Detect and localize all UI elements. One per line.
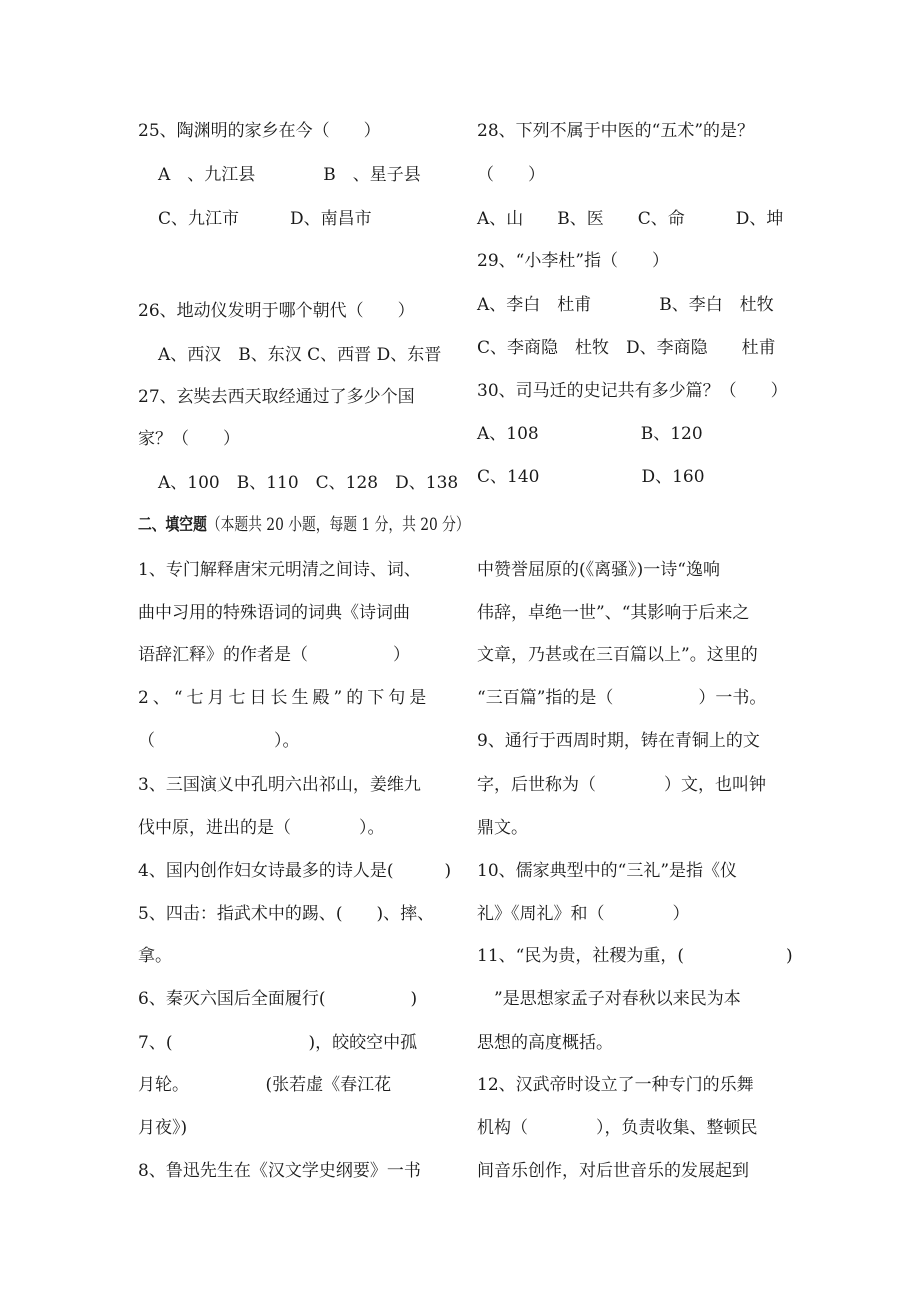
fill-left-line: 语辞汇释》的作者是（ ） bbox=[138, 645, 410, 665]
section-heading bbox=[138, 514, 470, 536]
question-27-stem-line1: 27、玄奘去西天取经通过了多少个国 bbox=[138, 387, 415, 407]
fill-left-line: 4、国内创作妇女诗最多的诗人是( ) bbox=[138, 861, 452, 881]
section-title: 二、填空题 bbox=[138, 515, 207, 535]
fill-right-line: 伟辞，卓绝一世”、“其影响于后来之 bbox=[477, 603, 750, 623]
fill-right-line: 机构（ ），负责收集、整顿民 bbox=[477, 1118, 758, 1138]
question-28-blank: （ ） bbox=[477, 165, 545, 185]
question-25-options-ab: A 、九江县 B 、星子县 bbox=[158, 165, 421, 185]
question-29-options-cd: C、李商隐 杜牧 D、李商隐 杜甫 bbox=[477, 338, 776, 358]
question-28-stem: 28、下列不属于中医的“五术”的是？ bbox=[477, 121, 755, 141]
fill-right-line: 文章，乃甚或在三百篇以上”。这里的 bbox=[477, 645, 758, 665]
fill-right-line: 12、汉武帝时设立了一种专门的乐舞 bbox=[477, 1075, 754, 1095]
question-25-stem: 25、陶渊明的家乡在今（ ） bbox=[138, 121, 381, 141]
fill-left-line: 5、四击：指武术中的踢、( )、摔、 bbox=[138, 904, 435, 924]
fill-left-line: 月夜》) bbox=[138, 1118, 188, 1138]
fill-left-line: 3、三国演义中孔明六出祁山，姜维九 bbox=[138, 775, 421, 795]
question-26-options: A、西汉 B、东汉 C、西晋 D、东晋 bbox=[158, 345, 442, 365]
fill-right-line: 9、通行于西周时期，铸在青铜上的文 bbox=[477, 731, 760, 751]
question-26-stem: 26、地动仪发明于哪个朝代（ ） bbox=[138, 301, 415, 321]
fill-right-line: 中赞誉屈原的(《离骚》)一诗“逸响 bbox=[477, 560, 720, 580]
fill-right-line: ”是思想家孟子对春秋以来民为本 bbox=[477, 989, 741, 1009]
fill-left-line: 2、“七月七日长生殿”的下句是 bbox=[138, 688, 431, 708]
fill-left-line: 6、秦灭六国后全面履行( ) bbox=[138, 989, 418, 1009]
section-note: （本题共 20 小题，每题 1 分，共 20 分） bbox=[206, 515, 470, 535]
fill-right-line: 11、“民为贵，社稷为重，( ) bbox=[477, 946, 793, 966]
fill-left-line: 8、鲁迅先生在《汉文学史纲要》一书 bbox=[138, 1161, 421, 1181]
fill-right-line: 10、儒家典型中的“三礼”是指《仪 bbox=[477, 861, 738, 881]
fill-right-line: 思想的高度概括。 bbox=[477, 1033, 613, 1053]
fill-right-line: 间音乐创作，对后世音乐的发展起到 bbox=[477, 1161, 749, 1181]
question-30-stem: 30、司马迁的史记共有多少篇？（ ） bbox=[477, 381, 788, 401]
fill-left-line: 7、( )，皎皎空中孤 bbox=[138, 1033, 418, 1053]
question-29-stem: 29、“小李杜”指（ ） bbox=[477, 251, 670, 271]
fill-left-line: 1、专门解释唐宋元明清之间诗、词、 bbox=[138, 560, 421, 580]
question-29-options-ab: A、李白 杜甫 B、李白 杜牧 bbox=[477, 295, 774, 315]
fill-left-line: 拿。 bbox=[138, 946, 172, 966]
fill-right-line: 字，后世称为（ ）文，也叫钟 bbox=[477, 775, 766, 795]
fill-left-line: 曲中习用的特殊语词的词典《诗词曲 bbox=[138, 603, 410, 623]
question-30-options-cd: C、140 D、160 bbox=[477, 467, 705, 487]
fill-left-line: （ ）。 bbox=[138, 731, 300, 751]
fill-left-line: 月轮。 (张若虚《春江花 bbox=[138, 1075, 392, 1095]
question-27-options: A、100 B、110 C、128 D、138 bbox=[158, 473, 459, 493]
fill-right-line: “三百篇”指的是（ ）一书。 bbox=[477, 688, 767, 708]
fill-left-line: 伐中原，进出的是（ ）。 bbox=[138, 818, 385, 838]
fill-right-line: 礼》《周礼》和（ ） bbox=[477, 904, 690, 924]
question-25-options-cd: C、九江市 D、南昌市 bbox=[158, 209, 372, 229]
question-27-stem-line2: 家？（ ） bbox=[138, 429, 240, 449]
question-30-options-ab: A、108 B、120 bbox=[477, 424, 703, 444]
fill-right-line: 鼎文。 bbox=[477, 818, 528, 838]
question-28-options: A、山 B、医 C、命 D、坤 bbox=[477, 209, 784, 229]
